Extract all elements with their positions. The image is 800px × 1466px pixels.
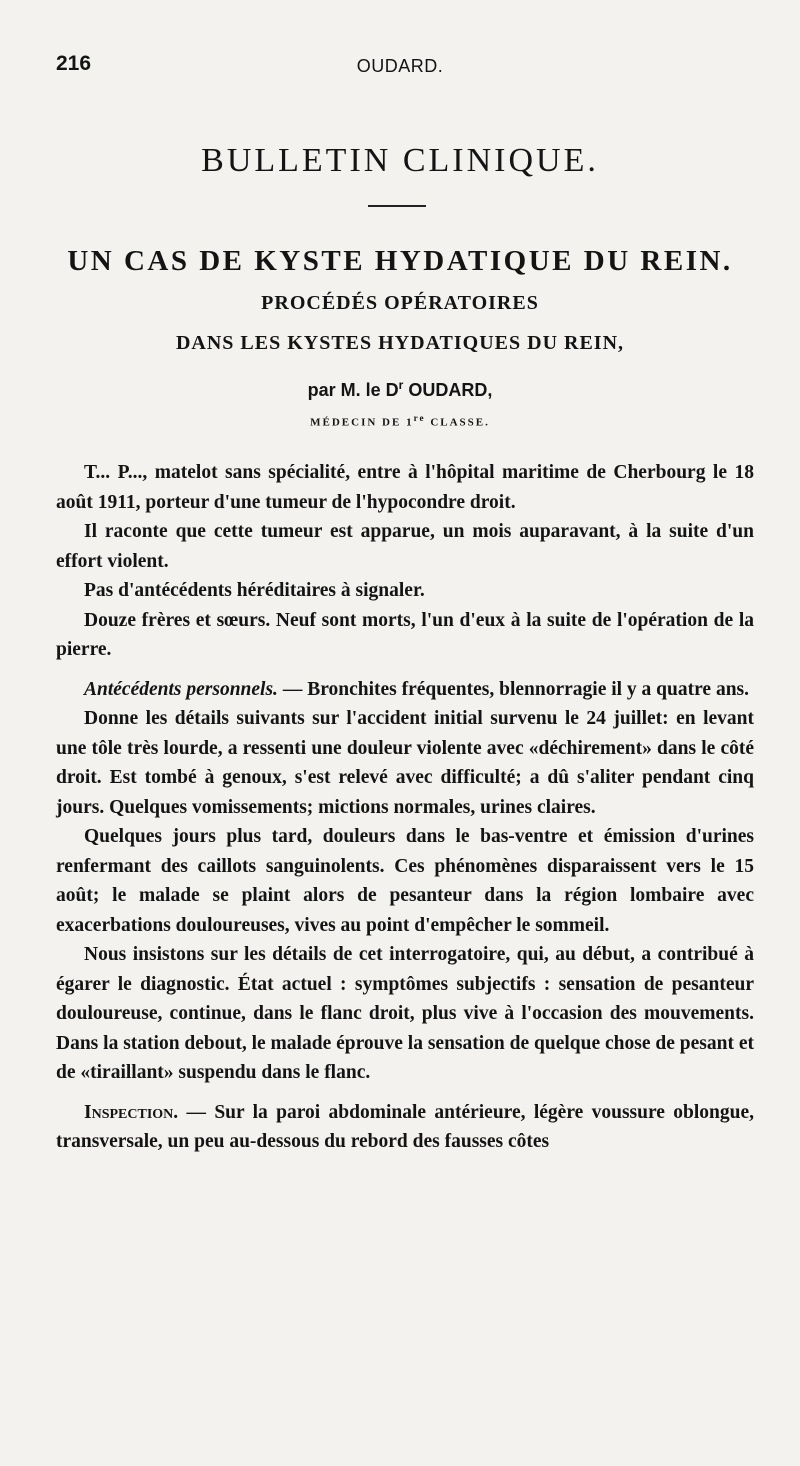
title-rule <box>368 205 426 207</box>
author-prefix: par M. le D <box>307 380 399 400</box>
author-sup: r <box>398 378 404 392</box>
author-name: OUDARD, <box>403 380 493 400</box>
inspection-text: — Sur la paroi abdominale antérieure, légère voussure oblongue, transversale, un peu au-dessous du rebord des fausses côtes <box>56 1101 754 1152</box>
running-title: OUDARD. <box>356 56 444 76</box>
author-title-before: MÉDECIN DE 1 <box>310 416 414 429</box>
personal-history-text: — Bronchites fréquentes, blennorragie il y a quatre ans. <box>277 678 750 700</box>
inspection-label: Inspection. <box>84 1101 179 1123</box>
paragraph-hereditary: Pas d'antécédents héréditaires à signaler. <box>84 580 425 601</box>
paragraph-siblings: Douze frères et sœurs. Neuf sont morts, l'un d'eux à la suite de l'opération de la pierre. <box>56 609 754 660</box>
page-number: 216 <box>56 52 92 75</box>
personal-history-label: Antécédents personnels. <box>84 678 278 700</box>
paragraph-personal-history <box>56 675 754 705</box>
paragraph-case-intro: T... P..., matelot sans spécialité, entre à l'hôpital maritime de Cherbourg le 18 août 1911, porteur d'une tumeur de l'hypocondre droit. <box>56 462 754 513</box>
paragraph-current-state: Nous insistons sur les détails de cet interrogatoire, qui, au début, a contribué à égarer le diagnostic. État actuel : symptômes subjectifs : sensation de pesanteur douloureuse, continue, dans le flanc droit, plus vive à l'occasion des mouvements. Dans la station debout, le malade éprouve la sensation de quelque chose de pesant et de «tiraillant» suspendu dans le flanc. <box>56 944 754 1083</box>
author-title-after: CLASSE. <box>425 416 490 429</box>
running-head <box>0 52 800 84</box>
author-title-sup: re <box>413 413 426 423</box>
author-title <box>0 413 800 429</box>
paragraph-later-symptoms: Quelques jours plus tard, douleurs dans le bas-ventre et émission d'urines renfermant des caillots sanguinolents. Ces phénomènes disparaissent vers le 15 août; le malade se plaint alors de pesanteur dans la région lombaire avec exacerbations douloureuses, vives au point d'empêcher le sommeil. <box>56 826 754 936</box>
subtitle-line-2: DANS LES KYSTES HYDATIQUES DU REIN, <box>175 332 625 354</box>
author-line <box>0 378 800 401</box>
paragraph-initial-accident: Donne les détails suivants sur l'accident initial survenu le 24 juillet: en levant une tôle très lourde, a ressenti une douleur violente avec «déchirement» dans le côté droit. Est tombé à genoux, s'est relevé avec difficulté; a dû s'aliter pendant cinq jours. Quelques vomissements; mictions normales, urines claires. <box>56 708 754 818</box>
article-title: UN CAS DE KYSTE HYDATIQUE DU REIN. <box>67 245 733 277</box>
section-title: BULLETIN CLINIQUE. <box>201 142 599 179</box>
paragraph-onset: Il raconte que cette tumeur est apparue, un mois auparavant, à la suite d'un effort violent. <box>56 521 754 572</box>
article-body <box>56 458 754 1157</box>
subtitle-line-1: PROCÉDÉS OPÉRATOIRES <box>261 292 539 314</box>
paragraph-inspection <box>56 1098 754 1157</box>
